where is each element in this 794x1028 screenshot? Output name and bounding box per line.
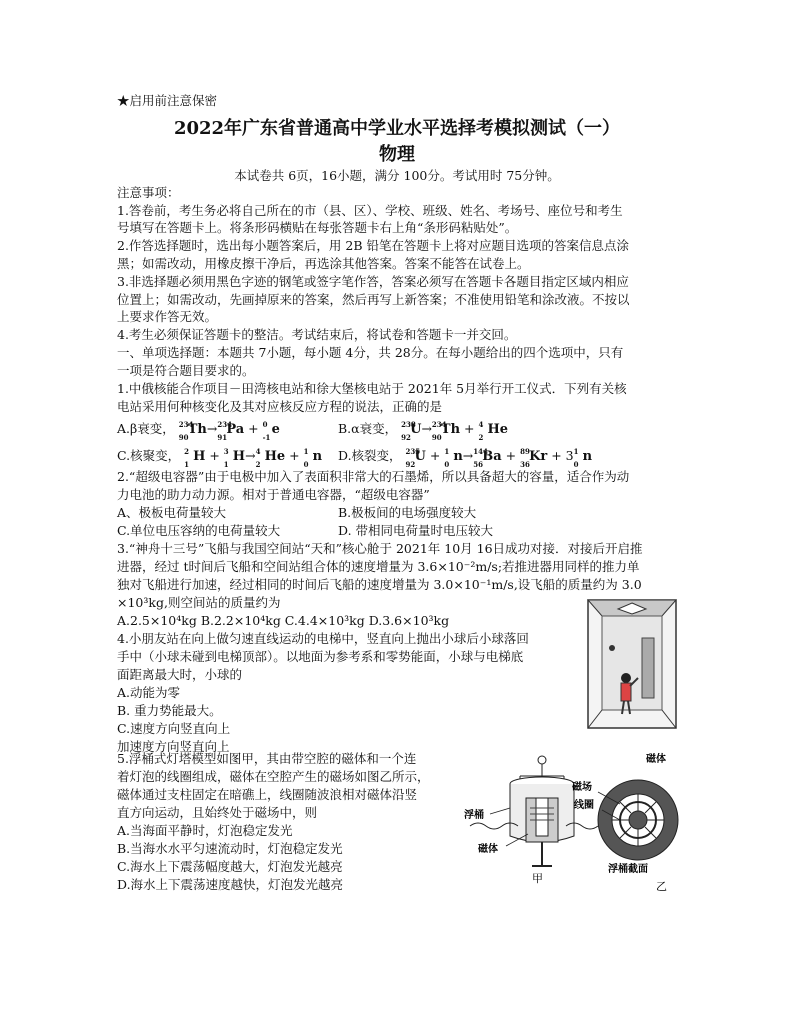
q5-stem: 直方向运动，且始终处于磁场中，则	[117, 805, 318, 820]
confidential-mark: ★启用前注意保密	[117, 93, 218, 108]
q3-options: A.2.5×10⁴kg B.2.2×10⁴kg C.4.4×10³kg D.3.6×10³kg	[117, 613, 450, 628]
subject-title: 物理	[379, 144, 415, 165]
q4-stem: 4.小朋友站在向上做匀速直线运动的电梯中，竖直向上抛出小球后小球落回	[117, 631, 529, 646]
q5-option-c: C.海水上下震荡幅度越大，灯泡发光越亮	[117, 859, 343, 874]
label-field: 磁场	[572, 782, 592, 793]
q2-stem: 2.“超级电容器”由于电极中加入了表面积非常大的石墨烯，所以具备超大的容量，适合作为动	[117, 469, 630, 484]
elevator-figure	[586, 598, 678, 730]
q4-option-d: 加速度方向竖直向上	[117, 739, 230, 754]
label-section: 浮桶截面	[608, 864, 648, 875]
label-magnet-left: 磁体	[478, 844, 498, 855]
buoy-lighthouse-figure	[460, 748, 682, 894]
q2-option-d: D. 带相同电荷量时电压较大	[338, 523, 494, 538]
q2-stem: 力电池的助力动力源。相对于普通电容器，“超级电容器”	[117, 487, 430, 502]
label-coil: 线圈	[574, 800, 594, 811]
label-magnet-right: 磁体	[646, 754, 666, 765]
q2-option-a: A、极板电荷量较大	[117, 505, 227, 520]
label-bucket: 浮桶	[464, 810, 484, 821]
notice-line: 上要求作答无效。	[117, 309, 218, 324]
q1-option-a: A.β衰变， 234 90 Th→ 234 91 Pa + 0 -1 e	[117, 420, 280, 442]
q4-stem: 手中（小球未碰到电梯顶部）。以地面为参考系和零势能面，小球与电梯底	[117, 649, 524, 664]
q1-option-b: B.α衰变， 238 92 U→ 234 90 Th + 4 2 He	[338, 420, 509, 442]
q5-option-b: B.当海水水平匀速流动时，灯泡稳定发光	[117, 841, 343, 856]
q5-stem: 着灯泡的线圈组成，磁体在空腔产生的磁场如图乙所示，	[117, 769, 430, 784]
q5-option-a: A.当海面平静时，灯泡稳定发光	[117, 823, 293, 838]
notice-line: 位置上；如需改动，先画掉原来的答案，然后再写上新答案；不准使用铅笔和涂改液。不按以	[117, 292, 630, 307]
notice-line: 黑；如需改动，用橡皮擦干净后，再选涂其他答案。答案不能答在试卷上。	[117, 256, 530, 271]
q1-stem: 1.中俄核能合作项目－田湾核电站和徐大堡核电站于 2021年 5月举行开工仪式．下列有关核	[117, 381, 627, 396]
q2-option-b: B.极板间的电场强度较大	[338, 505, 477, 520]
q3-stem: 3.“神舟十三号”飞船与我国空间站“天和”核心舱于 2021年 10月 16日成功对接．对接后开启推	[117, 541, 643, 556]
section-heading: 一、单项选择题：本题共 7小题，每小题 4分，共 28分。在每小题给出的四个选项中，只有	[117, 345, 624, 360]
notice-line: 1.答卷前，考生务必将自己所在的市（县、区）、学校、班级、姓名、考场号、座位号和考生	[117, 203, 623, 218]
q4-option-b: B. 重力势能最大。	[117, 703, 222, 718]
q3-stem: ×10³kg,则空间站的质量约为	[117, 595, 281, 610]
notice-heading: 注意事项：	[117, 185, 180, 200]
label-yi: 乙	[656, 880, 667, 893]
q1-option-c: C.核聚变， 2 1 H + 3 1 H→ 4 2 He + 1 0 n	[117, 447, 323, 469]
q4-option-c: C.速度方向竖直向上	[117, 721, 231, 736]
q3-stem: 进器，经过 t时间后飞船和空间站组合体的速度增量为 3.6×10⁻²m/s;若推进器用同样的推力单	[117, 559, 640, 574]
notice-line: 号填写在答题卡上。将条形码横贴在每张答题卡右上角“条形码粘贴处”。	[117, 220, 518, 235]
exam-title: 2022年广东省普通高中学业水平选择考模拟测试（一）	[173, 118, 621, 139]
label-jia: 甲	[532, 872, 543, 885]
notice-line: 2.作答选择题时，选出每小题答案后，用 2B 铅笔在答题卡上将对应题目选项的答案信息点涂	[117, 238, 630, 253]
q2-option-c: C.单位电压容纳的电荷量较大	[117, 523, 281, 538]
q5-stem: 5.浮桶式灯塔模型如图甲，其由带空腔的磁体和一个连	[117, 751, 417, 766]
q1-stem: 电站采用何种核变化及其对应核反应方程的说法，正确的是	[117, 399, 443, 414]
section-heading: 一项是符合题目要求的。	[117, 363, 255, 378]
notice-line: 3.非选择题必须用黑色字迹的钢笔或签字笔作答，答案必须写在答题卡各题目指定区域内相应	[117, 274, 629, 289]
q4-stem: 面距离最大时，小球的	[117, 667, 243, 682]
exam-info: 本试卷共 6页，16小题，满分 100分。考试用时 75分钟。	[234, 168, 560, 183]
q4-option-a: A.动能为零	[117, 685, 181, 700]
notice-line: 4.考生必须保证答题卡的整洁。考试结束后，将试卷和答题卡一并交回。	[117, 327, 517, 342]
q3-stem: 独对飞船进行加速，经过相同的时间后飞船的速度增量为 3.0×10⁻¹m/s,设飞船的质量约为 3.0	[117, 577, 642, 592]
q5-stem: 磁体通过支柱固定在暗礁上，线圈随波浪相对磁体沿竖	[117, 787, 418, 802]
q5-option-d: D.海水上下震荡速度越快，灯泡发光越亮	[117, 877, 344, 892]
q1-option-d: D.核裂变， 235 92 U + 1 0 n→ 144 56 Ba + 89 36 Kr + 3 1 0 n	[338, 447, 593, 469]
